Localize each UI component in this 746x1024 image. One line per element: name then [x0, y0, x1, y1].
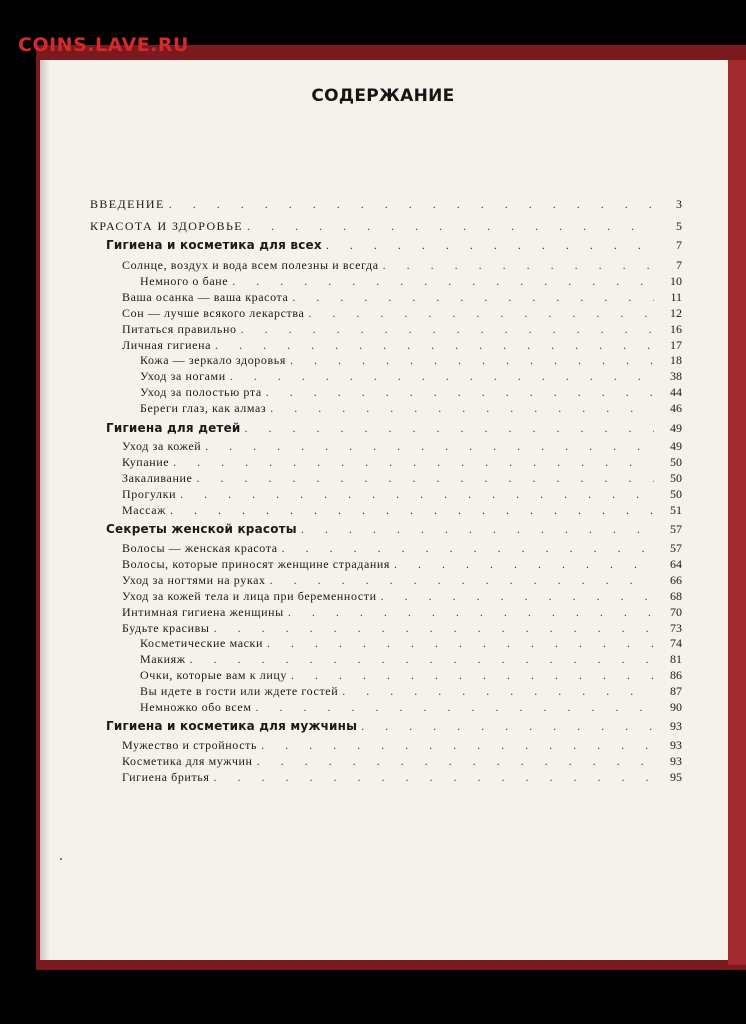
toc-entry: [140, 274, 682, 289]
toc-entry-page: 17: [670, 338, 682, 352]
toc-entry: [122, 754, 682, 769]
toc-entry-title: Ваша осанка — ваша красота: [122, 290, 289, 304]
toc-entry-title: Береги глаз, как алмаз: [140, 401, 267, 415]
toc-entry: [122, 258, 682, 273]
toc-entry: [122, 503, 682, 518]
toc-entry-title: Немного о бане: [140, 274, 229, 288]
toc-entry-page: 93: [670, 719, 682, 733]
page-title: СОДЕРЖАНИЕ: [311, 86, 455, 106]
toc-entry-page: 86: [670, 668, 682, 682]
toc-entry: [90, 197, 682, 212]
dot-leader: [230, 369, 654, 384]
toc-entry-page: 95: [670, 770, 682, 784]
toc-entry: [140, 684, 682, 699]
toc-entry-title: Уход за кожей: [122, 439, 202, 453]
dot-leader: [170, 503, 654, 518]
toc-entry-page: 93: [670, 754, 682, 768]
dot-leader: [394, 557, 654, 572]
dot-leader: [301, 522, 654, 537]
dot-leader: [290, 353, 654, 368]
toc-entry-page: 50: [670, 487, 682, 501]
toc-entry-title: Уход за полостью рта: [140, 385, 262, 399]
dot-leader: [247, 219, 654, 234]
watermark: COINS.LAVE.RU: [18, 34, 189, 56]
toc-entry: [140, 652, 682, 667]
toc-entry: [106, 522, 682, 537]
toc-entry-title: Косметика для мужчин: [122, 754, 253, 768]
toc-entry-title: Очки, которые вам к лицу: [140, 668, 287, 682]
toc-entry: [122, 557, 682, 572]
toc-entry-title: Гигиена и косметика для мужчины: [106, 719, 358, 733]
toc-entry-title: Гигиена для детей: [106, 421, 241, 435]
dot-leader: [169, 197, 654, 212]
toc-entry: [122, 338, 682, 353]
toc-entry-page: 3: [676, 197, 682, 211]
toc-entry: [122, 322, 682, 337]
dot-leader: [361, 719, 654, 734]
dot-leader: [381, 589, 654, 604]
toc-entry: [140, 700, 682, 715]
page-speck: [60, 858, 62, 860]
toc-entry-title: Немножко обо всем: [140, 700, 252, 714]
toc-entry: [140, 636, 682, 651]
dot-leader: [196, 471, 654, 486]
toc-entry: [106, 238, 682, 253]
toc-entry: [140, 401, 682, 416]
toc-entry-page: 87: [670, 684, 682, 698]
toc-entry-page: 7: [676, 238, 682, 252]
toc-entry-title: КРАСОТА И ЗДОРОВЬЕ: [90, 219, 243, 233]
toc-entry: [122, 290, 682, 305]
dot-leader: [241, 322, 654, 337]
toc-entry-title: Личная гигиена: [122, 338, 212, 352]
dot-leader: [256, 700, 654, 715]
toc-entry: [122, 589, 682, 604]
dot-leader: [270, 573, 654, 588]
toc-entry-page: 49: [670, 439, 682, 453]
toc-entry: [140, 369, 682, 384]
toc-entry-title: Волосы, которые приносят женщине страдания: [122, 557, 391, 571]
toc-entry-page: 46: [670, 401, 682, 415]
dot-leader: [173, 455, 654, 470]
toc-entry-page: 12: [670, 306, 682, 320]
dot-leader: [257, 754, 654, 769]
dot-leader: [266, 385, 654, 400]
toc-entry: [140, 385, 682, 400]
toc-entry-title: Гигиена и косметика для всех: [106, 238, 322, 252]
dot-leader: [245, 421, 654, 436]
toc-entry-title: Солнце, воздух и вода всем полезны и всегда: [122, 258, 379, 272]
dot-leader: [292, 290, 654, 305]
dot-leader: [291, 668, 654, 683]
toc-entry-page: 50: [670, 455, 682, 469]
toc-entry: [140, 668, 682, 683]
toc-entry-title: Питаться правильно: [122, 322, 237, 336]
toc-entry-page: 81: [670, 652, 682, 666]
toc-entry: [122, 770, 682, 785]
toc-entry-page: 74: [670, 636, 682, 650]
toc-entry-page: 38: [670, 369, 682, 383]
toc-entry: [122, 605, 682, 620]
toc-entry-page: 16: [670, 322, 682, 336]
toc-entry-title: Мужество и стройность: [122, 738, 258, 752]
toc-entry-title: Массаж: [122, 503, 167, 517]
toc-entry-title: Кожа — зеркало здоровья: [140, 353, 286, 367]
dot-leader: [261, 738, 654, 753]
dot-leader: [282, 541, 654, 556]
toc-entry-page: 10: [670, 274, 682, 288]
toc-entry-title: Вы идете в гости или ждете гостей: [140, 684, 339, 698]
dot-leader: [205, 439, 654, 454]
dot-leader: [215, 338, 654, 353]
toc-entry: [122, 439, 682, 454]
toc-entry: [106, 421, 682, 436]
toc-entry-title: ВВЕДЕНИЕ: [90, 197, 165, 211]
toc-entry-page: 5: [676, 219, 682, 233]
toc-entry-page: 49: [670, 421, 682, 435]
toc-entry-title: Волосы — женская красота: [122, 541, 278, 555]
toc-entry-title: Уход за кожей тела и лица при беременности: [122, 589, 377, 603]
dot-leader: [214, 621, 654, 636]
toc-entry-page: 66: [670, 573, 682, 587]
toc-entry: [122, 471, 682, 486]
toc-entry-title: Сон — лучше всякого лекарства: [122, 306, 305, 320]
toc-entry-title: Прогулки: [122, 487, 177, 501]
toc-entry-title: Купание: [122, 455, 170, 469]
toc-entry-page: 7: [676, 258, 682, 272]
toc-entry: [122, 573, 682, 588]
toc-entry-page: 57: [670, 522, 682, 536]
dot-leader: [213, 770, 654, 785]
toc-entry: [122, 621, 682, 636]
toc-entry-page: 57: [670, 541, 682, 555]
toc-entry: [122, 738, 682, 753]
toc-entry-page: 50: [670, 471, 682, 485]
dot-leader: [288, 605, 654, 620]
toc-entry-page: 73: [670, 621, 682, 635]
toc-entry-page: 93: [670, 738, 682, 752]
toc-entry-title: Макияж: [140, 652, 186, 666]
toc-entry-title: Закаливание: [122, 471, 193, 485]
toc-entry-title: Гигиена бритья: [122, 770, 210, 784]
dot-leader: [180, 487, 654, 502]
toc-entry: [122, 487, 682, 502]
toc-entry-title: Будьте красивы: [122, 621, 210, 635]
toc-entry: [122, 541, 682, 556]
toc-entry-title: Интимная гигиена женщины: [122, 605, 284, 619]
dot-leader: [308, 306, 654, 321]
toc-entry-page: 64: [670, 557, 682, 571]
toc-entry-title: Уход за ногтями на руках: [122, 573, 266, 587]
toc-entry-title: Косметические маски: [140, 636, 263, 650]
toc-entry: [140, 353, 682, 368]
toc-entry: [90, 219, 682, 234]
dot-leader: [267, 636, 654, 651]
toc-entry-page: 90: [670, 700, 682, 714]
toc-entry: [122, 306, 682, 321]
toc-entry-page: 44: [670, 385, 682, 399]
toc-entry-page: 11: [670, 290, 682, 304]
dot-leader: [232, 274, 654, 289]
toc-entry-page: 70: [670, 605, 682, 619]
dot-leader: [326, 238, 654, 253]
dot-leader: [383, 258, 654, 273]
toc-entry-page: 51: [670, 503, 682, 517]
toc-entry-title: Секреты женской красоты: [106, 522, 297, 536]
dot-leader: [190, 652, 654, 667]
toc-entry: [106, 719, 682, 734]
toc-entry-title: Уход за ногами: [140, 369, 226, 383]
dot-leader: [270, 401, 654, 416]
toc-entry-page: 68: [670, 589, 682, 603]
dot-leader: [342, 684, 654, 699]
toc-entry-page: 18: [670, 353, 682, 367]
toc-entry: [122, 455, 682, 470]
